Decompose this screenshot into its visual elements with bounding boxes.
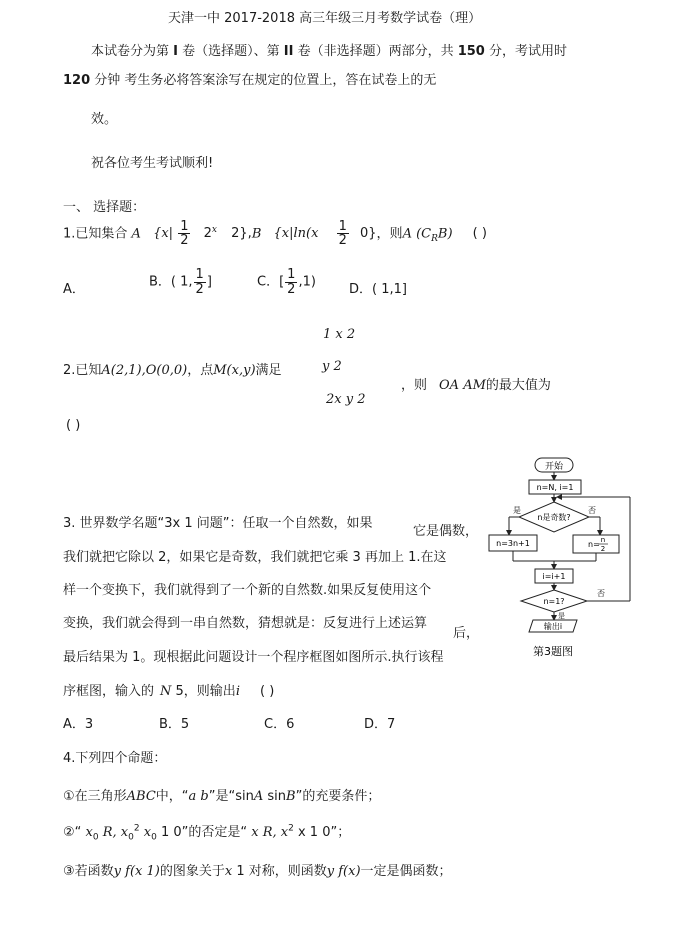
fraction: $\frac{1}{2}$ [180,218,189,249]
question-3-line-4: 变换，我们就会得到一串自然数，猜想就是：反复进行上述运算 [63,616,428,631]
constraint-1: 1 x 2 [323,327,356,342]
proposition-1: ①在三角形ABC中，“a b”是“sinA sinB”的充要条件； [63,789,381,804]
intro-line-3: 效。 [91,112,118,127]
q1-option-c: C．[ $\frac{1}{2}$ ,1) [257,267,316,297]
flow-right-box-label: n= [588,540,600,549]
q3-option-c: C．6 [264,717,295,732]
flow-right-num: n [600,536,606,544]
question-3-line-2: 我们就把它除以 2，如果它是奇数，我们就把它乘 3 再加上 1.在这 [63,550,447,565]
question-3-line-1b: 它是偶数， [413,524,479,539]
question-3-line-6: 序框图，输入的 N 5，则输出i ( ) [63,684,275,699]
flow-no2-label: 否 [597,589,605,598]
q1-option-a: A． [63,282,85,297]
q3-option-a: A．3 [63,717,94,732]
intro-line-1: 本试卷分为第 I 卷（选择题）、第 II 卷（非选择题）两部分，共 150 分，考试用时 [91,44,567,59]
intro-line-2: 120 分钟 考生务必将答案涂写在规定的位置上，答在试卷上的无 [63,73,437,88]
flow-increment-label: i=i+1 [542,572,566,581]
flowchart [485,455,635,665]
wish-text: 祝各位考生考试顺利! [91,156,214,171]
flow-yes-label: 是 [513,506,521,515]
answer-paren: ( ) [66,418,81,433]
flow-right-den: 2 [600,545,606,553]
question-3-line-3: 样一个变换下，我们就得到了一个新的自然数.如果反复使用这个 [63,583,432,598]
q1-option-b: B．( 1, $\frac{1}{2}$ ] [149,267,212,297]
flow-yes2-label: 是 [558,612,565,620]
constraint-2: y 2 [322,359,342,374]
flow-no-label: 否 [588,506,596,515]
flow-left-box-label: n=3n+1 [496,539,530,548]
question-3-line-1: 3. 世界数学名题“3x 1 问题”：任取一个自然数，如果 [63,516,373,531]
q3-option-d: D．7 [364,717,396,732]
q1-option-d: D．( 1,1] [349,282,407,297]
q3-option-b: B．5 [159,717,190,732]
page-title: 天津一中 2017-2018 高三年级三月考数学试卷（理） [168,11,482,26]
question-1: 1.已知集合 A {x| $\frac{1}{2}$ 2$^x$ 2},B {x|ln(x $\frac{1}{2}$ 0}，则A $(C_RB)$ ( ) [63,218,487,249]
question-2-tail: ，则 OA AM的最大值为 [401,378,551,393]
question-2: 2.已知A(2,1),O(0,0)，点M(x,y)满足 [63,363,282,378]
proposition-2: ②“ $x_0$ R, $x_0^2$ $x_0$ 1 0”的否定是“ x R, $x^2$ x 1 0”； [63,823,351,843]
fraction: $\frac{1}{2}$ [338,218,347,249]
proposition-3: ③若函数y f(x 1)的图象关于x 1 对称，则函数y f(x)一定是偶函数； [63,864,452,879]
section-title: 一、 选择题： [63,200,146,215]
flow-check-label: n=1? [543,597,565,606]
question-3-line-5: 最后结果为 1。现根据此问题设计一个程序框图如图所示.执行该程 [63,650,444,665]
flow-output-label: 输出i [543,622,563,631]
flow-init-label: n=N, i=1 [536,483,574,492]
flow-start-label: 开始 [544,462,564,472]
flow-decision-label: n是奇数? [537,513,571,522]
question-3-line-4b: 后， [453,626,480,641]
flow-caption: 第3题图 [533,645,573,658]
constraint-3: 2x y 2 [326,392,366,407]
question-4-title: 4.下列四个命题： [63,751,167,766]
